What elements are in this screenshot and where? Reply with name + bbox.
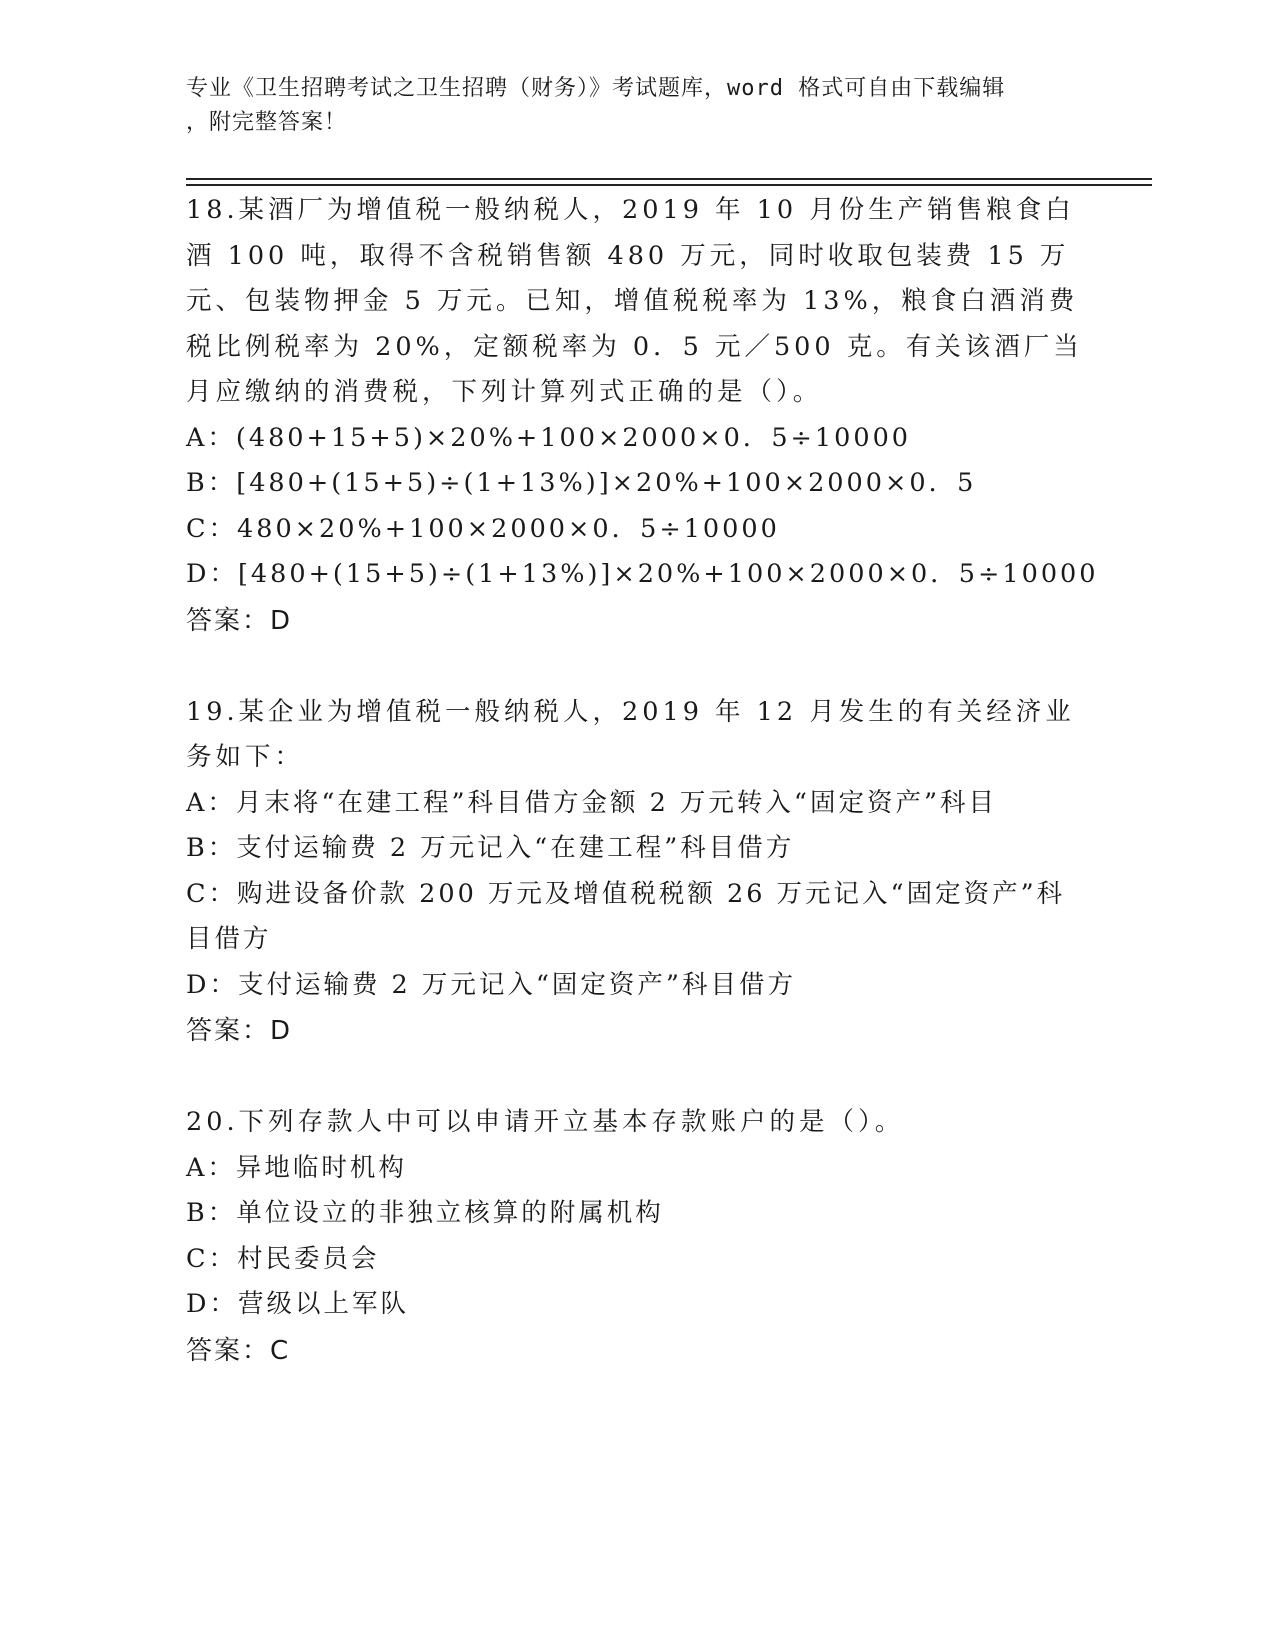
question-stem: 18.某酒厂为增值税一般纳税人，2019 年 10 月份生产销售粮食白酒 100 吨，取得不含税销售额 480 万元，同时收取包装费 15 万元、包装物押金 5 万元。已知，增值税税率为 13%，粮食白酒消费税比例税率为 20%，定额税率为 0．5 元／500 克。有关该酒厂当月应缴纳的消费税，下列计算列式正确的是（）。 bbox=[186, 195, 1083, 407]
question-20 bbox=[186, 1100, 1086, 1374]
option-a: A：月末将“在建工程”科目借方金额 2 万元转入“固定资产”科目 bbox=[186, 787, 997, 818]
header-rule-bottom bbox=[186, 184, 1152, 186]
question-stem: 19.某企业为增值税一般纳税人，2019 年 12 月发生的有关经济业务如下： bbox=[186, 696, 1075, 772]
question-list bbox=[186, 188, 1099, 1420]
answer: 答案：C bbox=[186, 1335, 291, 1366]
option-b: B：[480+(15+5)÷(1+13%)]×20%+100×2000×0．5 bbox=[186, 468, 977, 498]
option-c: C：村民委员会 bbox=[186, 1243, 380, 1274]
option-c: C：购进设备价款 200 万元及增值税税额 26 万元记入“固定资产”科目借方 bbox=[186, 878, 1066, 954]
header-line-2: ，附完整答案！ bbox=[186, 110, 348, 135]
header-rule-top bbox=[186, 178, 1152, 180]
answer: 答案：D bbox=[186, 1016, 293, 1046]
question-stem: 20.下列存款人中可以申请开立基本存款账户的是（）。 bbox=[186, 1107, 905, 1137]
question-18 bbox=[186, 188, 1099, 644]
option-d: D：[480+(15+5)÷(1+13%)]×20%+100×2000×0．5÷10000 bbox=[186, 559, 1099, 589]
option-b: B：单位设立的非独立核算的附属机构 bbox=[186, 1198, 664, 1228]
question-19 bbox=[186, 690, 1086, 1055]
document-header bbox=[186, 72, 1066, 140]
option-b: B：支付运输费 2 万元记入“在建工程”科目借方 bbox=[186, 833, 795, 863]
option-d: D：支付运输费 2 万元记入“固定资产”科目借方 bbox=[186, 969, 796, 1000]
option-a: A：异地临时机构 bbox=[186, 1152, 407, 1183]
option-d: D：营级以上军队 bbox=[186, 1289, 409, 1319]
option-a: A：(480+15+5)×20%+100×2000×0．5÷10000 bbox=[186, 422, 912, 453]
header-line-1: 专业《卫生招聘考试之卫生招聘（财务）》考试题库，word 格式可自由下载编辑 bbox=[186, 76, 1006, 101]
answer: 答案：D bbox=[186, 605, 293, 636]
option-c: C：480×20%+100×2000×0．5÷10000 bbox=[186, 513, 780, 544]
